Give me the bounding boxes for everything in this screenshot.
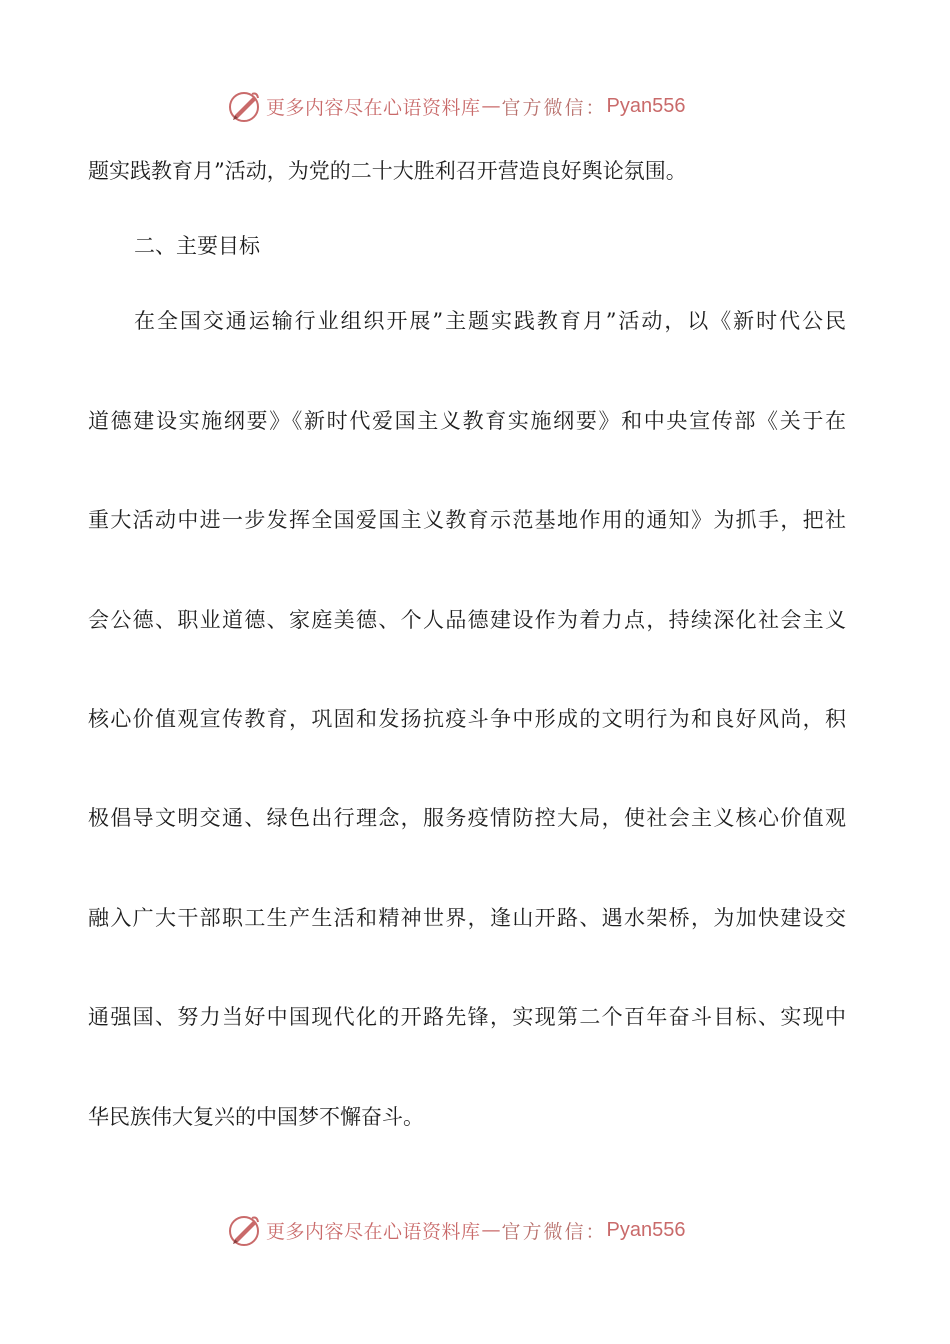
watermark-wechat-id: Pyan556 [606,94,686,117]
pen-logo-icon [226,1212,262,1248]
pen-logo-icon [226,88,262,124]
paragraph-line-8: 极倡导文明交通、绿色出行理念，服务疫情防控大局，使社会主义核心价值观 [88,806,846,830]
watermark-main-text: 更多内容尽在心语资料库 [266,1220,481,1243]
watermark-wechat-id: Pyan556 [606,1218,686,1241]
paragraph-line-3: 在全国交通运输行业组织开展”主题实践教育月”活动，以《新时代公民 [134,309,846,333]
paragraph-line-7: 核心价值观宣传教育，巩固和发扬抗疫斗争中形成的文明行为和良好风尚，积 [88,707,846,731]
watermark-wechat-label: 官方微信： [501,1220,607,1243]
paragraph-line-6: 会公德、职业道德、家庭美德、个人品德建设作为着力点，持续深化社会主义 [88,608,846,632]
paragraph-line-4: 道德建设实施纲要》《新时代爱国主义教育实施纲要》和中央宣传部《关于在 [88,409,846,433]
watermark-main-text: 更多内容尽在心语资料库 [266,96,481,119]
paragraph-line-5: 重大活动中进一步发挥全国爱国主义教育示范基地作用的通知》为抓手，把社 [88,508,846,532]
paragraph-line-1: 题实践教育月”活动，为党的二十大胜利召开营造良好舆论氛围。 [88,159,687,183]
paragraph-line-10: 通强国、努力当好中国现代化的开路先锋，实现第二个百年奋斗目标、实现中 [88,1005,846,1029]
watermark-dash: — [481,95,501,117]
watermark-footer [226,1210,686,1250]
watermark-header [226,86,686,126]
section-heading: 二、主要目标 [134,234,260,258]
watermark-wechat-label: 官方微信： [501,96,607,119]
paragraph-line-9: 融入广大干部职工生产生活和精神世界，逢山开路、遇水架桥，为加快建设交 [88,906,846,930]
paragraph-line-11: 华民族伟大复兴的中国梦不懈奋斗。 [88,1105,424,1129]
watermark-dash: — [481,1219,501,1241]
